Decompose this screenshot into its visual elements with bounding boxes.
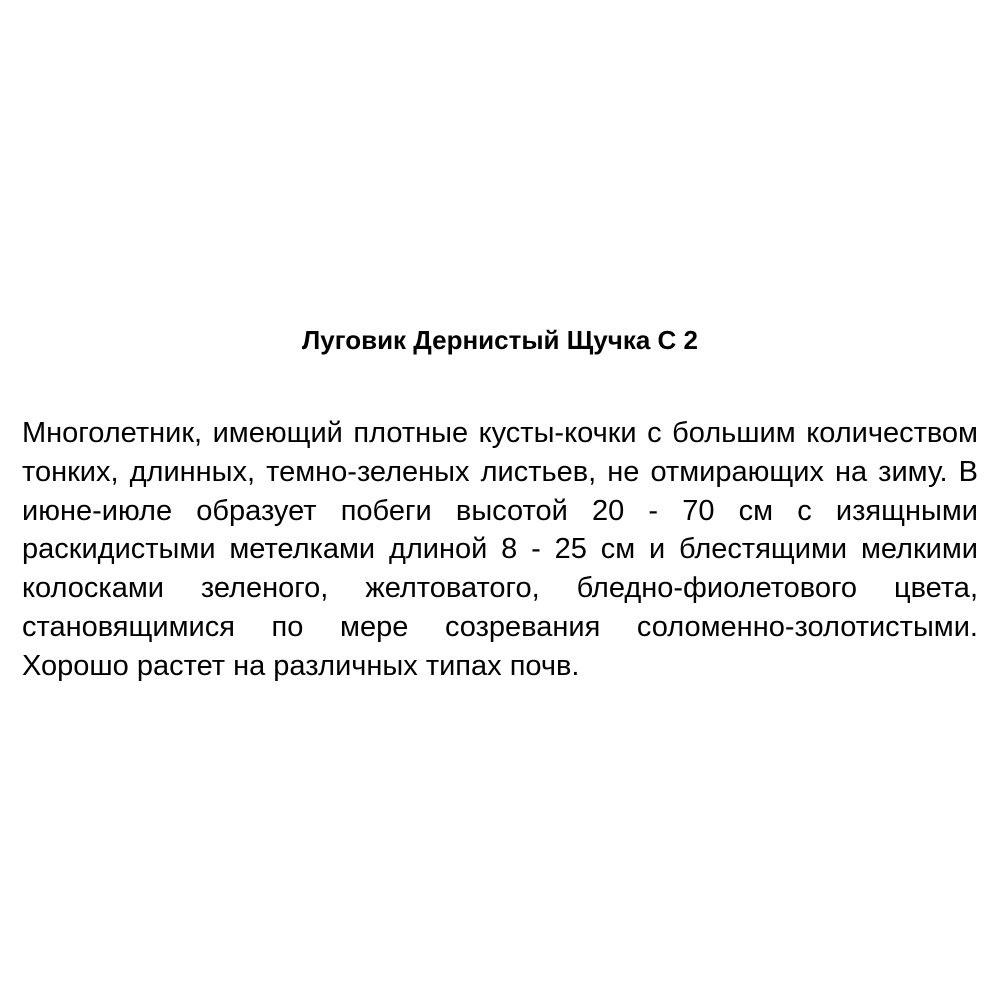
- product-description-document: [22, 318, 978, 686]
- product-title: Луговик Дернистый Щучка С 2: [302, 325, 698, 355]
- product-description-text: Многолетник, имеющий плотные кусты-кочки с большим количеством тонких, длинных, темно-зеленых листьев, не отмирающих на зиму. В июне-июле образует побеги высотой 20 - 70 см с изящными раскидистыми метелками длиной 8 - 25 см и блестящими мелкими колосками зеленого, желтоватого, бледно-фиолетового цвета, становящимися по мере созревания соломенно-золотистыми. Хорошо растет на различных типах почв.: [22, 417, 978, 682]
